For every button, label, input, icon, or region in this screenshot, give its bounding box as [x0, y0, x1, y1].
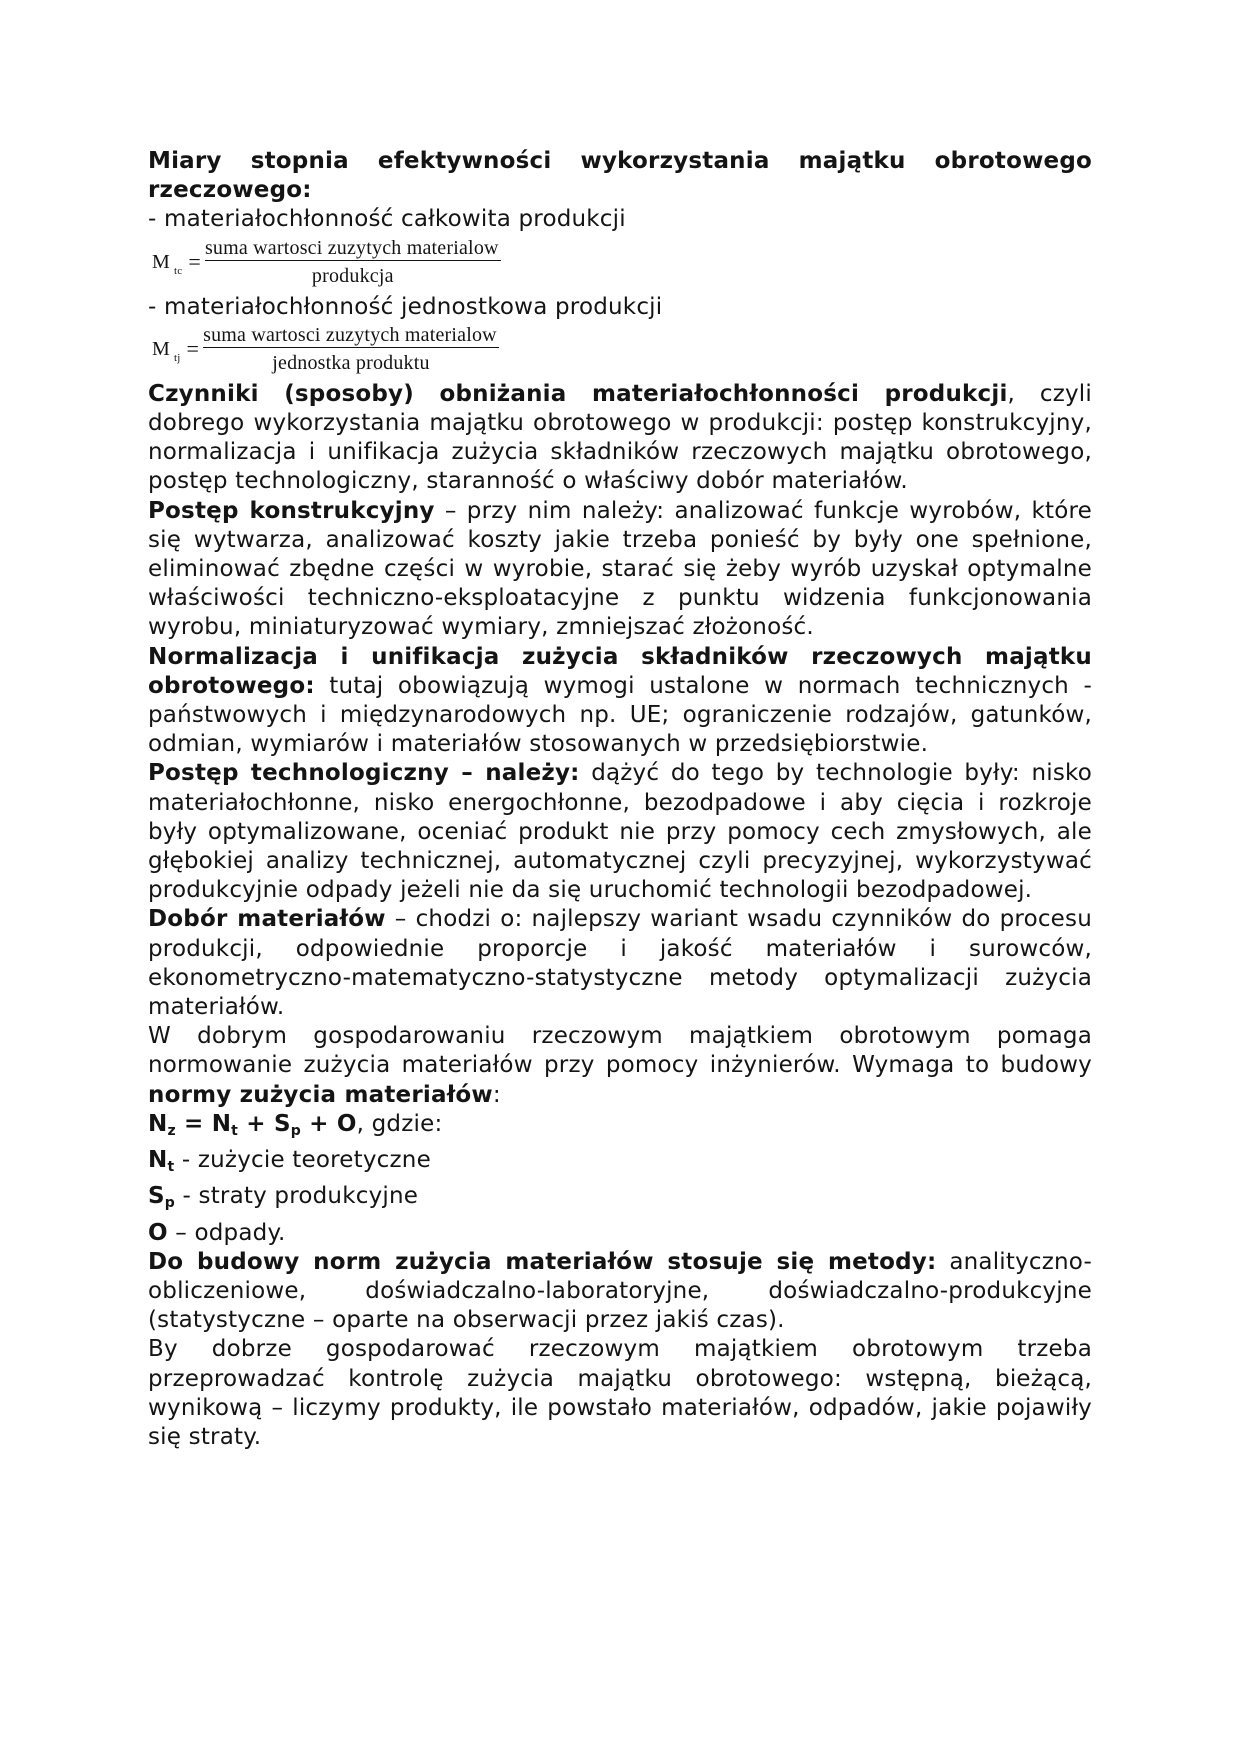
formula-equals: =: [188, 249, 201, 274]
measure-label-unit: - materiałochłonność jednostkowa produkcji: [148, 293, 663, 320]
formula-numerator: suma wartosci zuzytych materialow: [203, 324, 497, 347]
norm-equation: $N_z = N_t + S_p + O$, gdzie:: [148, 1110, 443, 1139]
document-body: [148, 147, 1092, 1452]
paragraph-methods: Do budowy norm zużycia materiałów stosuje się metody: analityczno-obliczeniowe, doświadczalno-laboratoryjne, doświadczalno-produkcyjne (statystyczne – oparte na obserwacji przez jakiś czas).: [148, 1248, 1092, 1334]
formula-unit-material-intensity: [148, 322, 1092, 380]
measure-label-total: - materiałochłonność całkowita produkcji: [148, 206, 626, 233]
paragraph-selection: Dobór materiałów – chodzi o: najlepszy wariant wsadu czynników do procesu produkcji, odpowiednie proporcje i jakość materiałów i surowców, ekonometryczno-matematyczno-statystyczne metody optymalizacji zużycia materiałów.: [148, 906, 1092, 1021]
formula-denominator: produkcja: [311, 265, 394, 288]
formula-symbol: M $_{tc}$: [152, 250, 183, 277]
paragraph-construction: Postęp konstrukcyjny – przy nim należy: analizować funkcje wyrobów, które się wytwarza, analizować koszty jakie trzeba ponieść by były one spełnione, eliminować zbędne części w wyrobie, starać się żeby wyrób uzyskał optymalne właściwości techniczno-eksploatacyjne z punktu widzenia funkcjonowania wyrobu, miniaturyzować wymiary, zmniejszać złożoność.: [148, 497, 1092, 641]
section-heading: Miary stopnia efektywności wykorzystania majątku obrotowego rzeczowego:: [148, 148, 1092, 204]
formula-fraction: [203, 323, 499, 378]
formula-fraction: [205, 236, 501, 291]
formula-symbol: M $_{tj}$: [152, 337, 181, 364]
formula-equals: =: [186, 336, 200, 362]
paragraph-technology: Postęp technologiczny – należy: dążyć do tego by technologie były: nisko materiałochłonne, nisko energochłonne, bezodpadowe i aby cięcia i rozkroje były optymalizowane, oceniać produkt nie przy pomocy cech zmysłowych, ale głębokiej analizy technicznej, automatycznej czyli precyzyjnej, wykorzystywać produkcyjnie odpady jeżeli nie da się uruchomić technologii bezodpadowej.: [148, 760, 1092, 904]
formula-total-material-intensity: [148, 235, 1092, 293]
definition-item: O – odpady.: [148, 1219, 286, 1246]
definition-item: $N_t$ - zużycie teoretyczne: [148, 1147, 431, 1176]
definition-item: $S_p$ - straty produkcyjne: [148, 1183, 419, 1212]
paragraph-norming: W dobrym gospodarowaniu rzeczowym majątkiem obrotowym pomaga normowanie zużycia materiałów przy pomocy inżynierów. Wymaga to budowy normy zużycia materiałów:: [148, 1023, 1092, 1108]
paragraph-control: By dobrze gospodarować rzeczowym majątkiem obrotowym trzeba przeprowadzać kontrolę zużycia majątku obrotowego: wstępną, bieżącą, wynikową – liczymy produkty, ile powstało materiałów, odpadów, jakie pojawiły się straty.: [148, 1336, 1092, 1450]
formula-denominator: jednostka produktu: [272, 352, 430, 375]
paragraph-factors: Czynniki (sposoby) obniżania materiałochłonności produkcji, czyli dobrego wykorzystania majątku obrotowego w produkcji: postęp konstrukcyjny, normalizacja i unifikacja zużycia składników rzeczowych majątku obrotowego, postęp technologiczny, staranność o właściwy dobór materiałów.: [148, 380, 1092, 495]
paragraph-normalization: Normalizacja i unifikacja zużycia składników rzeczowych majątku obrotowego: tutaj obowiązują wymogi ustalone w normach technicznych - państwowych i międzynarodowych np. UE; ograniczenie rodzajów, gatunków, odmian, wymiarów i materiałów stosowanych w przedsiębiorstwie.: [148, 643, 1092, 758]
formula-numerator: suma wartosci zuzytych materialow: [204, 237, 499, 260]
